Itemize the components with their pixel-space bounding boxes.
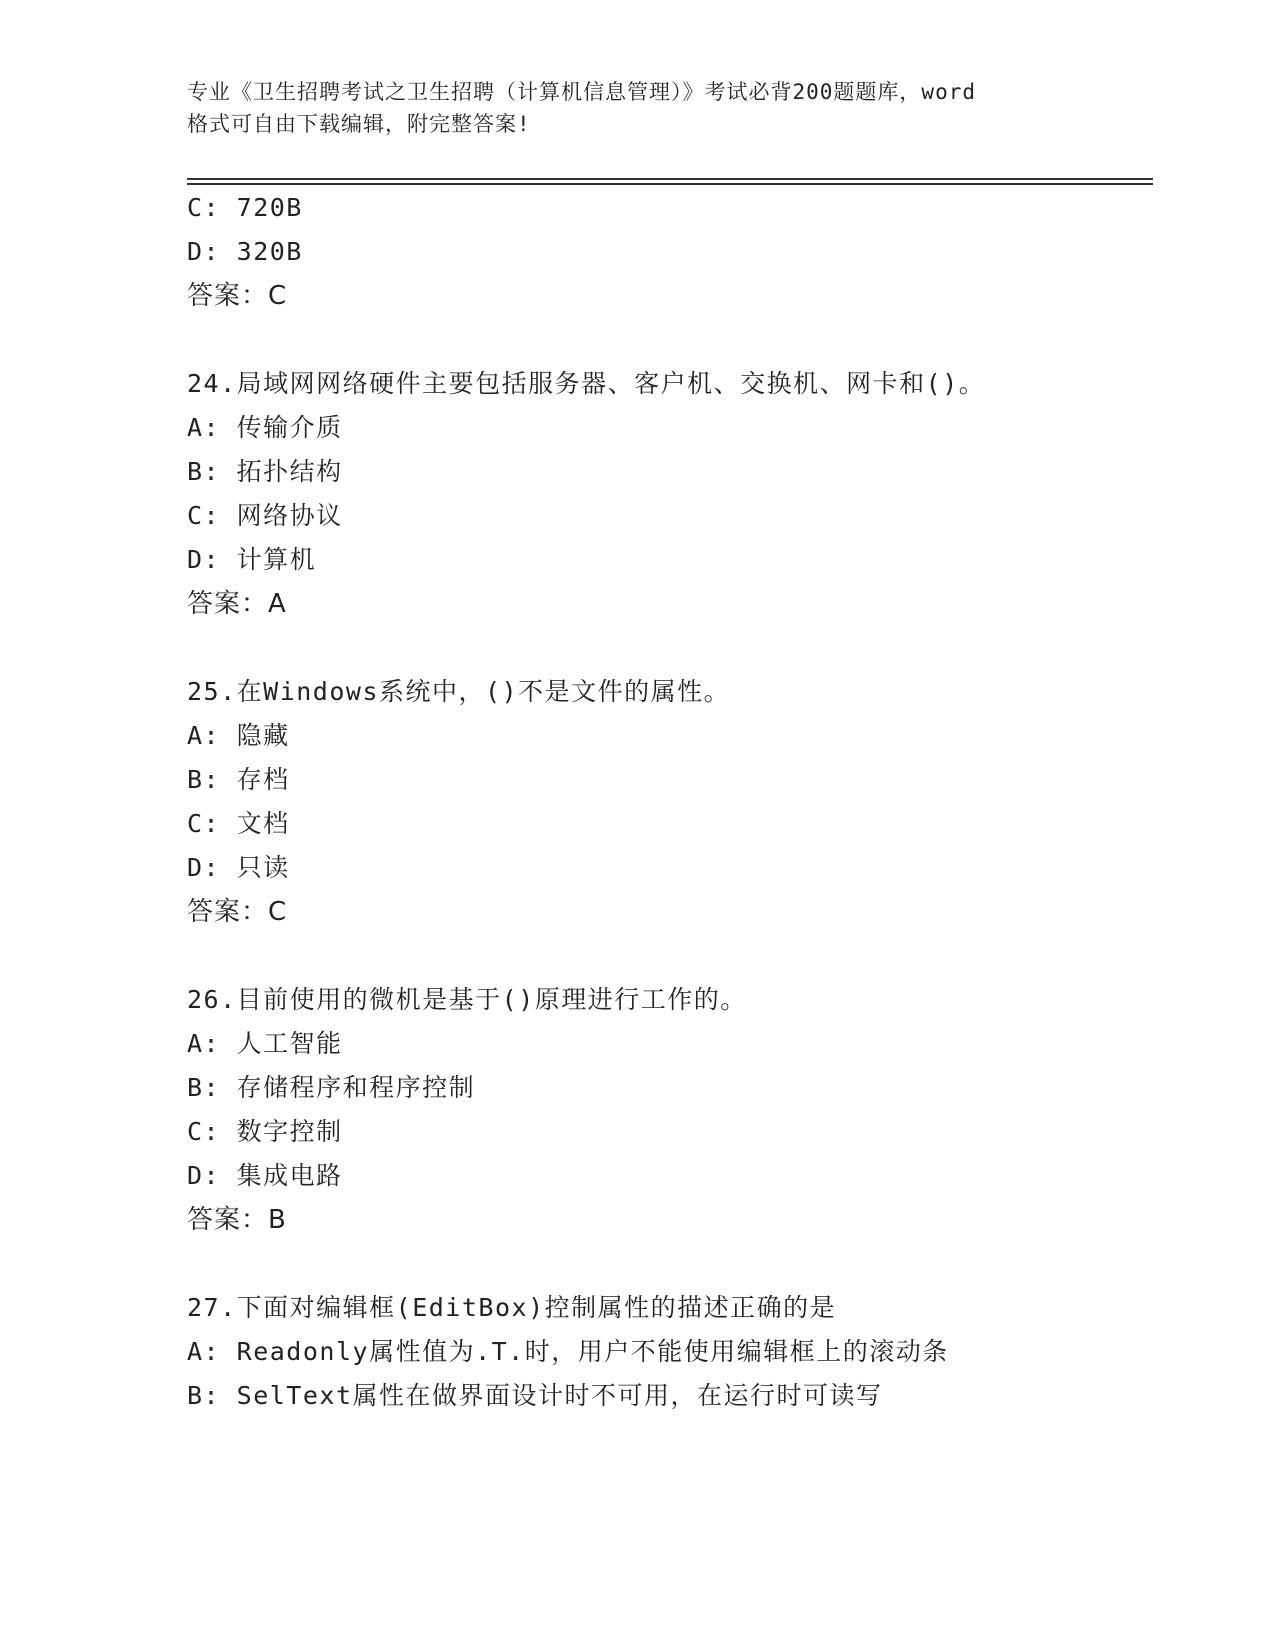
question-25-answer: 答案：C [187, 897, 288, 927]
prev-option-c: C: 720B [187, 193, 303, 222]
question-27-stem: 27.下面对编辑框(EditBox)控制属性的描述正确的是 [187, 1293, 837, 1322]
question-26-option-a: A: 人工智能 [187, 1029, 343, 1058]
question-24-option-c: C: 网络协议 [187, 501, 343, 530]
header-title-line-1: 专业《卫生招聘考试之卫生招聘（计算机信息管理）》考试必背200题题库，word [187, 80, 976, 104]
question-24-answer: 答案：A [187, 589, 287, 619]
question-25-option-b: B: 存档 [187, 765, 290, 794]
question-25-stem: 25.在Windows系统中，()不是文件的属性。 [187, 677, 731, 706]
question-26-answer: 答案：B [187, 1205, 287, 1235]
prev-option-d: D: 320B [187, 237, 303, 266]
header-title-line-2: 格式可自由下载编辑，附完整答案! [187, 112, 531, 136]
question-24-option-d: D: 计算机 [187, 545, 317, 574]
question-24-option-a: A: 传输介质 [187, 413, 343, 442]
question-26-option-d: D: 集成电路 [187, 1161, 343, 1190]
question-26-option-b: B: 存储程序和程序控制 [187, 1073, 476, 1102]
question-25-option-c: C: 文档 [187, 809, 290, 838]
question-27-option-b: B: SelText属性在做界面设计时不可用，在运行时可读写 [187, 1381, 883, 1410]
question-25-option-d: D: 只读 [187, 853, 290, 882]
document-header [187, 76, 1087, 140]
question-25-option-a: A: 隐藏 [187, 721, 290, 750]
question-24-stem: 24.局域网网络硬件主要包括服务器、客户机、交换机、网卡和()。 [187, 369, 986, 398]
question-26-stem: 26.目前使用的微机是基于()原理进行工作的。 [187, 985, 747, 1014]
question-26-option-c: C: 数字控制 [187, 1117, 343, 1146]
prev-answer: 答案：C [187, 281, 288, 311]
header-divider-bottom [187, 183, 1153, 185]
header-divider-top [187, 178, 1153, 180]
question-24-option-b: B: 拓扑结构 [187, 457, 343, 486]
question-27-option-a: A: Readonly属性值为.T.时，用户不能使用编辑框上的滚动条 [187, 1337, 949, 1366]
